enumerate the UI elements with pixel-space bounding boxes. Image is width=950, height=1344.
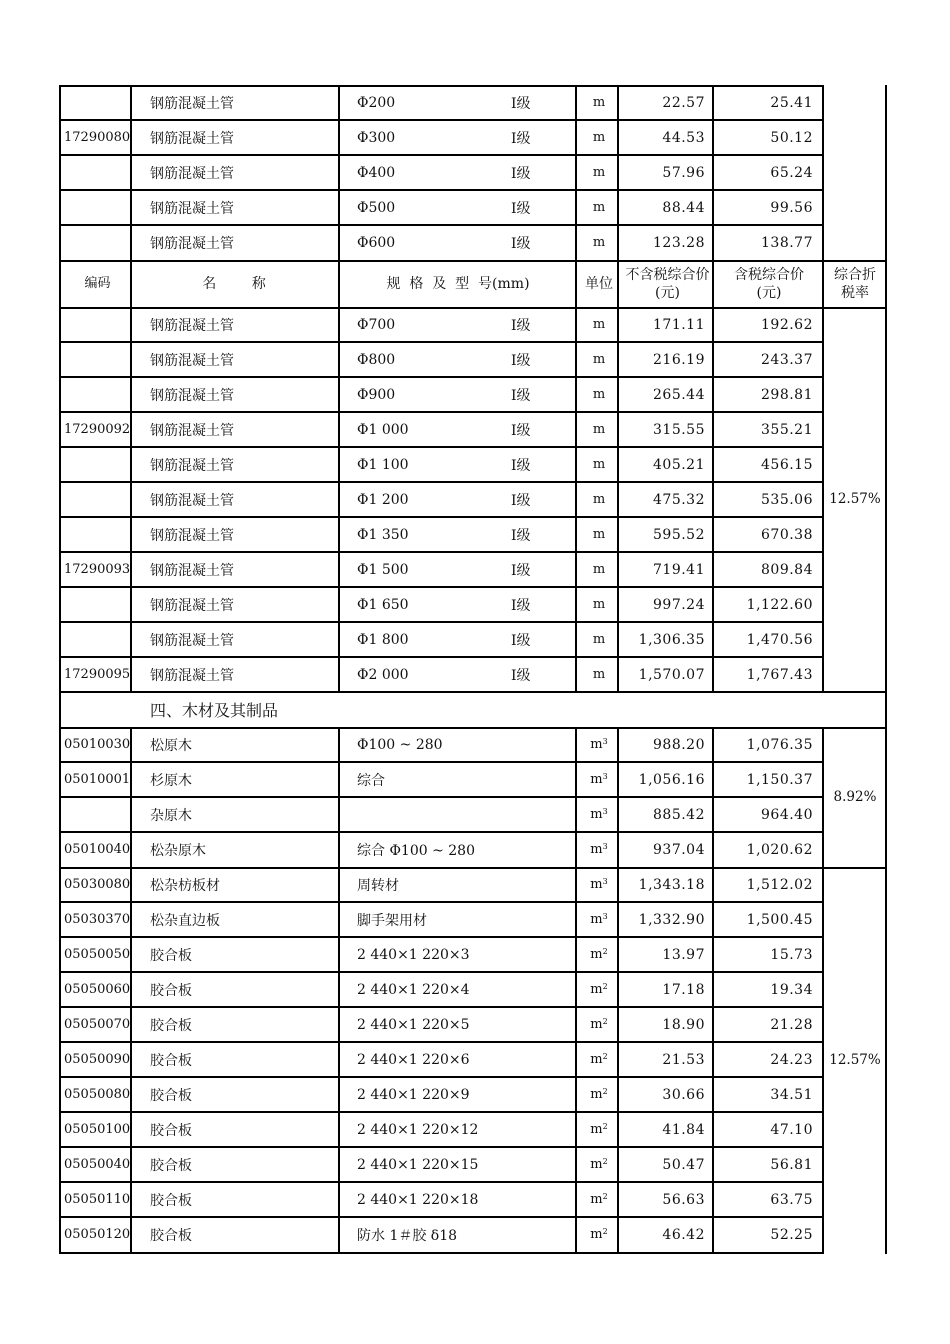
item-spec: 2 440×1 220×18 bbox=[357, 1191, 479, 1208]
price-incl-tax: 50.12 bbox=[770, 129, 813, 146]
item-spec: Φ200 bbox=[357, 94, 396, 111]
price-table bbox=[59, 85, 887, 1254]
unit-cell bbox=[579, 1112, 619, 1147]
price-excl-tax: 18.90 bbox=[662, 1016, 705, 1033]
item-code: 05050100 bbox=[64, 1122, 131, 1137]
unit-text: m bbox=[592, 130, 606, 145]
unit-exponent: 2 bbox=[602, 1227, 608, 1236]
price-incl-tax: 1,020.62 bbox=[746, 841, 813, 858]
item-spec: 2 440×1 220×5 bbox=[357, 1016, 470, 1033]
price-incl-tax: 964.40 bbox=[761, 806, 813, 823]
unit-text: m bbox=[590, 1017, 603, 1032]
item-spec: Φ100 ~ 280 bbox=[357, 736, 443, 753]
item-name: 钢筋混凝土管 bbox=[150, 422, 234, 439]
item-name: 胶合板 bbox=[150, 1122, 192, 1139]
item-grade: Ⅰ级 bbox=[511, 317, 531, 334]
price-incl-tax: 298.81 bbox=[761, 386, 813, 403]
price-incl-tax: 47.10 bbox=[770, 1121, 813, 1138]
unit-exponent: 3 bbox=[602, 772, 608, 781]
unit-text: m bbox=[592, 527, 606, 542]
unit-cell bbox=[579, 972, 619, 1007]
item-spec: Φ1 500 bbox=[357, 561, 409, 578]
price-excl-tax: 937.04 bbox=[653, 841, 705, 858]
unit-cell bbox=[579, 1042, 619, 1077]
item-grade: Ⅰ级 bbox=[511, 492, 531, 509]
unit-text: m bbox=[592, 457, 606, 472]
item-code: 05050080 bbox=[64, 1087, 131, 1102]
unit-exponent: 2 bbox=[602, 1017, 608, 1026]
item-spec: Φ900 bbox=[357, 386, 396, 403]
item-code bbox=[61, 307, 131, 342]
unit-text: m bbox=[592, 165, 606, 180]
item-grade: Ⅰ级 bbox=[511, 352, 531, 369]
item-spec: Φ2 000 bbox=[357, 666, 409, 683]
item-spec: Φ1 100 bbox=[357, 456, 409, 473]
item-code bbox=[61, 587, 131, 622]
unit-text: m bbox=[590, 1052, 603, 1067]
column-line bbox=[575, 85, 577, 691]
section-title: 四、木材及其制品 bbox=[150, 700, 279, 720]
row-line bbox=[59, 481, 824, 483]
unit-cell bbox=[579, 587, 619, 622]
item-name: 钢筋混凝土管 bbox=[150, 317, 234, 334]
price-incl-tax: 1,512.02 bbox=[746, 876, 813, 893]
unit-text: m bbox=[590, 1227, 603, 1242]
item-name: 钢筋混凝土管 bbox=[150, 527, 234, 544]
item-name: 钢筋混凝土管 bbox=[150, 597, 234, 614]
price-excl-tax: 50.47 bbox=[662, 1156, 705, 1173]
unit-text: m bbox=[592, 200, 606, 215]
price-excl-tax: 885.42 bbox=[653, 806, 705, 823]
item-grade: Ⅰ级 bbox=[511, 200, 531, 217]
header-unit: 单位 bbox=[585, 275, 613, 292]
unit-text: m bbox=[590, 947, 603, 962]
item-grade: Ⅰ级 bbox=[511, 527, 531, 544]
unit-cell bbox=[579, 762, 619, 797]
row-line bbox=[59, 516, 824, 518]
row-line bbox=[59, 1146, 824, 1148]
price-excl-tax: 1,306.35 bbox=[638, 631, 705, 648]
price-excl-tax: 315.55 bbox=[653, 421, 705, 438]
price-excl-tax: 21.53 bbox=[662, 1051, 705, 1068]
price-excl-tax: 41.84 bbox=[662, 1121, 705, 1138]
row-line bbox=[59, 936, 824, 938]
item-grade: Ⅰ级 bbox=[511, 95, 531, 112]
row-line bbox=[59, 341, 824, 343]
price-incl-tax: 243.37 bbox=[761, 351, 813, 368]
row-line bbox=[59, 971, 824, 973]
item-name: 钢筋混凝土管 bbox=[150, 352, 234, 369]
price-excl-tax: 595.52 bbox=[653, 526, 705, 543]
unit-cell bbox=[579, 622, 619, 657]
item-name: 钢筋混凝土管 bbox=[150, 130, 234, 147]
price-incl-tax: 56.81 bbox=[770, 1156, 813, 1173]
price-excl-tax: 88.44 bbox=[662, 199, 705, 216]
unit-cell bbox=[579, 937, 619, 972]
item-code: 05050120 bbox=[64, 1227, 131, 1242]
item-grade: Ⅰ级 bbox=[511, 422, 531, 439]
unit-exponent: 2 bbox=[602, 1052, 608, 1061]
unit-cell bbox=[579, 1182, 619, 1217]
item-code: 05030080 bbox=[64, 877, 131, 892]
item-name: 松杂直边板 bbox=[150, 912, 220, 929]
item-name: 胶合板 bbox=[150, 1087, 192, 1104]
item-spec: Φ800 bbox=[357, 351, 396, 368]
unit-exponent: 2 bbox=[602, 947, 608, 956]
rate-pipe: 12.57% bbox=[829, 491, 881, 507]
unit-text: m bbox=[590, 1157, 603, 1172]
item-code: 05050110 bbox=[64, 1192, 131, 1207]
price-incl-tax: 99.56 bbox=[770, 199, 813, 216]
item-name: 钢筋混凝土管 bbox=[150, 200, 234, 217]
price-incl-tax: 65.24 bbox=[770, 164, 813, 181]
price-incl-tax: 809.84 bbox=[761, 561, 813, 578]
price-incl-tax: 24.23 bbox=[770, 1051, 813, 1068]
header-price-incl: 含税综合价(元) bbox=[734, 266, 804, 301]
row-line bbox=[59, 1216, 824, 1218]
price-excl-tax: 56.63 bbox=[662, 1191, 705, 1208]
unit-cell bbox=[579, 120, 619, 155]
item-spec: 2 440×1 220×3 bbox=[357, 946, 470, 963]
item-code bbox=[61, 155, 131, 190]
row-line bbox=[59, 831, 824, 833]
item-spec: 2 440×1 220×15 bbox=[357, 1156, 479, 1173]
item-grade: Ⅰ级 bbox=[511, 597, 531, 614]
price-incl-tax: 670.38 bbox=[761, 526, 813, 543]
unit-cell bbox=[579, 225, 619, 260]
price-excl-tax: 46.42 bbox=[662, 1226, 705, 1243]
unit-exponent: 3 bbox=[602, 877, 608, 886]
item-name: 胶合板 bbox=[150, 1227, 192, 1244]
unit-cell bbox=[579, 1077, 619, 1112]
column-line bbox=[59, 691, 61, 727]
column-line bbox=[575, 727, 577, 1254]
row-line bbox=[59, 656, 824, 658]
item-code bbox=[61, 342, 131, 377]
item-code: 05050040 bbox=[64, 1157, 131, 1172]
price-incl-tax: 1,122.60 bbox=[746, 596, 813, 613]
unit-text: m bbox=[590, 737, 603, 752]
item-code bbox=[61, 622, 131, 657]
item-name: 钢筋混凝土管 bbox=[150, 457, 234, 474]
unit-exponent: 2 bbox=[602, 1157, 608, 1166]
item-grade: Ⅰ级 bbox=[511, 235, 531, 252]
unit-exponent: 2 bbox=[602, 1087, 608, 1096]
unit-cell bbox=[579, 482, 619, 517]
section-line bbox=[59, 1252, 824, 1254]
item-spec: Φ1 350 bbox=[357, 526, 409, 543]
header-spec: 规 格 及 型 号(mm) bbox=[386, 275, 530, 292]
item-name: 杂原木 bbox=[150, 807, 192, 824]
row-line bbox=[59, 761, 824, 763]
unit-text: m bbox=[592, 492, 606, 507]
unit-text: m bbox=[592, 632, 606, 647]
unit-cell bbox=[579, 190, 619, 225]
unit-text: m bbox=[592, 422, 606, 437]
item-code bbox=[61, 377, 131, 412]
item-code: 17290092 bbox=[64, 422, 131, 437]
unit-cell bbox=[579, 377, 619, 412]
price-excl-tax: 22.57 bbox=[662, 94, 705, 111]
row-line bbox=[59, 154, 824, 156]
price-excl-tax: 1,056.16 bbox=[638, 771, 705, 788]
item-spec: Φ1 000 bbox=[357, 421, 409, 438]
item-spec: 综合 Φ100 ~ 280 bbox=[357, 842, 476, 859]
unit-text: m bbox=[590, 877, 603, 892]
item-name: 松杂原木 bbox=[150, 842, 206, 859]
item-grade: Ⅰ级 bbox=[511, 632, 531, 649]
price-incl-tax: 52.25 bbox=[770, 1226, 813, 1243]
price-excl-tax: 405.21 bbox=[653, 456, 705, 473]
row-line bbox=[59, 1181, 824, 1183]
unit-cell bbox=[579, 902, 619, 937]
item-code bbox=[61, 85, 131, 120]
unit-text: m bbox=[592, 667, 606, 682]
item-code bbox=[61, 447, 131, 482]
item-code: 05010040 bbox=[64, 842, 131, 857]
item-spec: Φ1 650 bbox=[357, 596, 409, 613]
row-line bbox=[59, 224, 824, 226]
unit-text: m bbox=[590, 772, 603, 787]
price-excl-tax: 171.11 bbox=[653, 316, 705, 333]
unit-text: m bbox=[590, 1122, 603, 1137]
price-incl-tax: 21.28 bbox=[770, 1016, 813, 1033]
item-spec: Φ500 bbox=[357, 199, 396, 216]
unit-cell bbox=[579, 1147, 619, 1182]
item-grade: Ⅰ级 bbox=[511, 165, 531, 182]
column-line bbox=[338, 85, 340, 691]
row-line bbox=[59, 1076, 824, 1078]
unit-text: m bbox=[590, 912, 603, 927]
item-name: 胶合板 bbox=[150, 1052, 192, 1069]
item-code: 05050060 bbox=[64, 982, 131, 997]
price-excl-tax: 988.20 bbox=[653, 736, 705, 753]
unit-exponent: 3 bbox=[602, 912, 608, 921]
unit-cell bbox=[579, 412, 619, 447]
item-name: 松杂枋板材 bbox=[150, 877, 220, 894]
item-code: 17290080 bbox=[64, 130, 131, 145]
unit-cell bbox=[579, 342, 619, 377]
unit-cell bbox=[579, 447, 619, 482]
item-name: 钢筋混凝土管 bbox=[150, 632, 234, 649]
item-name: 胶合板 bbox=[150, 947, 192, 964]
item-code bbox=[61, 797, 131, 832]
item-name: 钢筋混凝土管 bbox=[150, 95, 234, 112]
row-line bbox=[59, 119, 824, 121]
price-excl-tax: 719.41 bbox=[653, 561, 705, 578]
unit-text: m bbox=[592, 352, 606, 367]
unit-cell bbox=[579, 1217, 619, 1252]
price-excl-tax: 265.44 bbox=[653, 386, 705, 403]
price-excl-tax: 475.32 bbox=[653, 491, 705, 508]
unit-text: m bbox=[592, 387, 606, 402]
item-name: 杉原木 bbox=[150, 772, 192, 789]
unit-text: m bbox=[590, 1192, 603, 1207]
item-grade: Ⅰ级 bbox=[511, 667, 531, 684]
price-excl-tax: 44.53 bbox=[662, 129, 705, 146]
item-code bbox=[61, 517, 131, 552]
price-incl-tax: 63.75 bbox=[770, 1191, 813, 1208]
row-line bbox=[59, 1041, 824, 1043]
price-excl-tax: 13.97 bbox=[662, 946, 705, 963]
price-excl-tax: 123.28 bbox=[653, 234, 705, 251]
rate-board: 12.57% bbox=[829, 1051, 881, 1068]
price-incl-tax: 19.34 bbox=[770, 981, 813, 998]
price-excl-tax: 30.66 bbox=[662, 1086, 705, 1103]
price-incl-tax: 1,470.56 bbox=[746, 631, 813, 648]
item-code: 05050070 bbox=[64, 1017, 131, 1032]
item-name: 钢筋混凝土管 bbox=[150, 667, 234, 684]
unit-text: m bbox=[592, 562, 606, 577]
item-spec: Φ1 200 bbox=[357, 491, 409, 508]
item-name: 胶合板 bbox=[150, 1017, 192, 1034]
item-name: 胶合板 bbox=[150, 982, 192, 999]
item-code bbox=[61, 190, 131, 225]
item-spec: 防水 1＃胶 δ18 bbox=[357, 1227, 458, 1244]
item-spec: Φ400 bbox=[357, 164, 396, 181]
item-code: 05010001 bbox=[64, 772, 131, 787]
price-excl-tax: 57.96 bbox=[662, 164, 705, 181]
item-spec: 2 440×1 220×4 bbox=[357, 981, 470, 998]
unit-cell bbox=[579, 657, 619, 692]
item-name: 钢筋混凝土管 bbox=[150, 387, 234, 404]
unit-text: m bbox=[590, 842, 603, 857]
price-incl-tax: 1,767.43 bbox=[746, 666, 813, 683]
item-name: 钢筋混凝土管 bbox=[150, 492, 234, 509]
item-spec: Φ600 bbox=[357, 234, 396, 251]
price-incl-tax: 34.51 bbox=[770, 1086, 813, 1103]
unit-cell bbox=[579, 867, 619, 902]
item-code: 17290095 bbox=[64, 667, 131, 682]
unit-cell bbox=[579, 797, 619, 832]
rate-timber: 8.92% bbox=[833, 789, 877, 805]
unit-cell bbox=[579, 517, 619, 552]
row-line bbox=[59, 796, 824, 798]
unit-cell bbox=[579, 727, 619, 762]
price-incl-tax: 456.15 bbox=[761, 456, 813, 473]
price-excl-tax: 1,343.18 bbox=[638, 876, 705, 893]
unit-text: m bbox=[592, 597, 606, 612]
item-name: 松原木 bbox=[150, 737, 192, 754]
row-line bbox=[59, 551, 824, 553]
item-spec: Φ700 bbox=[357, 316, 396, 333]
unit-exponent: 2 bbox=[602, 982, 608, 991]
item-grade: Ⅰ级 bbox=[511, 457, 531, 474]
item-spec: 2 440×1 220×9 bbox=[357, 1086, 470, 1103]
item-code: 05050050 bbox=[64, 947, 131, 962]
item-spec: 2 440×1 220×12 bbox=[357, 1121, 479, 1138]
price-excl-tax: 997.24 bbox=[653, 596, 705, 613]
price-incl-tax: 1,076.35 bbox=[746, 736, 813, 753]
item-spec: Φ1 800 bbox=[357, 631, 409, 648]
item-spec: 2 440×1 220×6 bbox=[357, 1051, 470, 1068]
row-line bbox=[59, 446, 824, 448]
unit-text: m bbox=[590, 1087, 603, 1102]
item-spec: Φ300 bbox=[357, 129, 396, 146]
item-code bbox=[61, 482, 131, 517]
price-incl-tax: 15.73 bbox=[770, 946, 813, 963]
unit-text: m bbox=[592, 317, 606, 332]
price-incl-tax: 1,150.37 bbox=[746, 771, 813, 788]
unit-cell bbox=[579, 1007, 619, 1042]
column-line bbox=[338, 727, 340, 1254]
item-spec: 脚手架用材 bbox=[357, 912, 427, 929]
price-excl-tax: 1,570.07 bbox=[638, 666, 705, 683]
unit-exponent: 3 bbox=[602, 737, 608, 746]
price-incl-tax: 138.77 bbox=[761, 234, 813, 251]
row-line bbox=[59, 621, 824, 623]
item-grade: Ⅰ级 bbox=[511, 562, 531, 579]
header-rate: 综合折税率 bbox=[834, 266, 876, 301]
unit-cell bbox=[579, 552, 619, 587]
item-grade: Ⅰ级 bbox=[511, 387, 531, 404]
header-name: 名 称 bbox=[202, 275, 266, 292]
item-code: 17290093 bbox=[64, 562, 131, 577]
price-excl-tax: 216.19 bbox=[653, 351, 705, 368]
price-incl-tax: 192.62 bbox=[761, 316, 813, 333]
unit-exponent: 2 bbox=[602, 1122, 608, 1131]
row-line bbox=[59, 411, 824, 413]
item-name: 胶合板 bbox=[150, 1157, 192, 1174]
item-code: 05010030 bbox=[64, 737, 131, 752]
unit-exponent: 2 bbox=[602, 1192, 608, 1201]
price-incl-tax: 1,500.45 bbox=[746, 911, 813, 928]
unit-text: m bbox=[592, 95, 606, 110]
unit-text: m bbox=[590, 982, 603, 997]
price-excl-tax: 17.18 bbox=[662, 981, 705, 998]
row-line bbox=[59, 901, 824, 903]
row-line bbox=[59, 376, 824, 378]
unit-cell bbox=[579, 155, 619, 190]
item-spec: 综合 bbox=[357, 772, 385, 789]
header-code: 编码 bbox=[84, 275, 111, 291]
unit-text: m bbox=[590, 807, 603, 822]
item-name: 钢筋混凝土管 bbox=[150, 562, 234, 579]
item-spec: 周转材 bbox=[357, 877, 399, 894]
price-incl-tax: 355.21 bbox=[761, 421, 813, 438]
price-incl-tax: 25.41 bbox=[770, 94, 813, 111]
row-line bbox=[59, 189, 824, 191]
price-incl-tax: 535.06 bbox=[761, 491, 813, 508]
unit-exponent: 3 bbox=[602, 807, 608, 816]
item-code bbox=[61, 225, 131, 260]
item-name: 胶合板 bbox=[150, 1192, 192, 1209]
item-name: 钢筋混凝土管 bbox=[150, 235, 234, 252]
unit-text: m bbox=[592, 235, 606, 250]
item-spec bbox=[357, 797, 537, 832]
item-name: 钢筋混凝土管 bbox=[150, 165, 234, 182]
price-excl-tax: 1,332.90 bbox=[638, 911, 705, 928]
row-line bbox=[59, 586, 824, 588]
row-line bbox=[59, 1111, 824, 1113]
unit-cell bbox=[579, 832, 619, 867]
item-grade: Ⅰ级 bbox=[511, 130, 531, 147]
unit-cell bbox=[579, 85, 619, 120]
header-price-excl: 不含税综合价(元) bbox=[625, 266, 710, 301]
item-code: 05050090 bbox=[64, 1052, 131, 1067]
unit-exponent: 3 bbox=[602, 842, 608, 851]
unit-cell bbox=[579, 307, 619, 342]
item-code: 05030370 bbox=[64, 912, 131, 927]
row-line bbox=[59, 1006, 824, 1008]
